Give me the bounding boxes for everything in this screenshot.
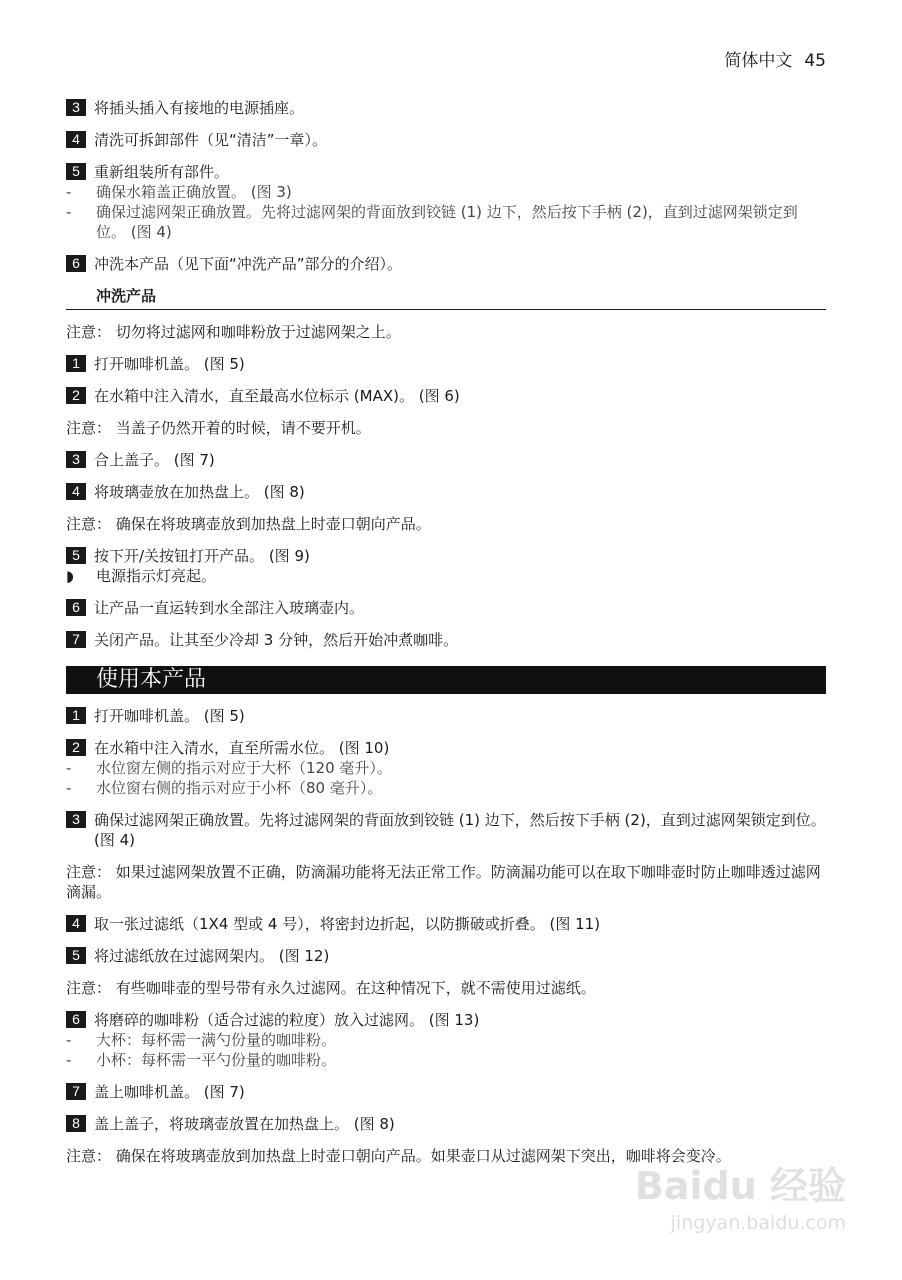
result-arrow-icon: ◗ <box>66 567 74 585</box>
step-number: 7 <box>66 631 86 648</box>
step-item <box>66 914 826 934</box>
step-number: 5 <box>66 947 86 964</box>
step-item <box>66 546 826 566</box>
note-text: 注意： 当盖子仍然开着的时候，请不要开机。 <box>66 419 371 437</box>
step-text: 打开咖啡机盖。 (图 5) <box>94 355 245 373</box>
step-number: 2 <box>66 387 86 404</box>
step-text: 将过滤纸放在过滤网架内。 (图 12) <box>94 947 330 965</box>
bullet-text: 水位窗右侧的指示对应于小杯（80 毫升）。 <box>96 779 383 797</box>
step-text: 盖上咖啡机盖。 (图 7) <box>94 1083 245 1101</box>
result-item <box>66 566 826 586</box>
dash-marker: - <box>66 183 72 201</box>
step-item <box>66 946 826 966</box>
step-number: 8 <box>66 1115 86 1132</box>
note-text: 注意： 切勿将过滤网和咖啡粉放于过滤网架之上。 <box>66 323 401 341</box>
step-text: 在水箱中注入清水，直至最高水位标示 (MAX)。 (图 6) <box>94 387 460 405</box>
page-header <box>724 46 826 71</box>
step-item <box>66 630 826 650</box>
step-number: 1 <box>66 355 86 372</box>
step-item <box>66 1114 826 1134</box>
result-text: 电源指示灯亮起。 <box>96 567 217 585</box>
bullet-text: 小杯：每杯需一平勺份量的咖啡粉。 <box>96 1051 337 1069</box>
step-item <box>66 1010 826 1030</box>
step-item <box>66 162 826 182</box>
step-number: 4 <box>66 131 86 148</box>
step-item <box>66 254 826 274</box>
note-text: 注意： 确保在将玻璃壶放到加热盘上时壶口朝向产品。如果壶口从过滤网架下突出，咖啡将会变冷。 <box>66 1147 731 1165</box>
step-number: 4 <box>66 915 86 932</box>
bullet-text: 水位窗左侧的指示对应于大杯（120 毫升）。 <box>96 759 392 777</box>
baidu-watermark <box>635 1155 846 1234</box>
step-text: 盖上盖子，将玻璃壶放置在加热盘上。 (图 8) <box>94 1115 395 1133</box>
step-number: 6 <box>66 599 86 616</box>
step-number: 6 <box>66 255 86 272</box>
dash-marker: - <box>66 1031 72 1049</box>
step-number: 7 <box>66 1083 86 1100</box>
bullet-item <box>66 1050 826 1070</box>
step-item <box>66 130 826 150</box>
step-text: 合上盖子。 (图 7) <box>94 451 215 469</box>
bullet-item <box>66 1030 826 1050</box>
step-item <box>66 98 826 118</box>
note-text: 注意： 确保在将玻璃壶放到加热盘上时壶口朝向产品。 <box>66 515 431 533</box>
step-item <box>66 354 826 374</box>
step-text: 将插头插入有接地的电源插座。 <box>94 99 305 117</box>
note-text: 注意： 如果过滤网架放置不正确，防滴漏功能将无法正常工作。防滴漏功能可以在取下咖啡壶时防止咖啡透过滤网滴漏。 <box>66 863 821 901</box>
watermark-logo: Baidu 经验 <box>634 1164 846 1208</box>
step-text: 将玻璃壶放在加热盘上。 (图 8) <box>94 483 305 501</box>
step-text: 按下开/关按钮打开产品。 (图 9) <box>94 547 310 565</box>
step-text: 冲洗本产品（见下面“冲洗产品”部分的介绍）。 <box>94 255 403 273</box>
bullet-item <box>66 758 826 778</box>
step-number: 6 <box>66 1011 86 1028</box>
step-text: 在水箱中注入清水，直至所需水位。 (图 10) <box>94 739 390 757</box>
step-item <box>66 810 826 850</box>
page-number: 45 <box>804 51 826 71</box>
step-text: 清洗可拆卸部件（见“清洁”一章）。 <box>94 131 328 149</box>
step-text: 让产品一直运转到水全部注入玻璃壶内。 <box>94 599 365 617</box>
step-text: 取一张过滤纸（1X4 型或 4 号），将密封边折起，以防撕破或折叠。 (图 11) <box>94 915 601 933</box>
section-heading: 使用本产品 <box>66 666 826 694</box>
step-item <box>66 706 826 726</box>
step-text: 确保过滤网架正确放置。先将过滤网架的背面放到铰链 (1) 边下，然后按下手柄 (2)，直到过滤网架锁定到位。 (图 4) <box>94 811 826 849</box>
step-number: 2 <box>66 739 86 756</box>
section-subheading: 冲洗产品 <box>66 286 826 310</box>
step-number: 5 <box>66 163 86 180</box>
step-text: 打开咖啡机盖。 (图 5) <box>94 707 245 725</box>
step-item <box>66 482 826 502</box>
document-body <box>66 98 826 1166</box>
bullet-item <box>66 182 826 202</box>
step-number: 1 <box>66 707 86 724</box>
note-text: 注意： 有些咖啡壶的型号带有永久过滤网。在这种情况下，就不需使用过滤纸。 <box>66 979 596 997</box>
step-number: 5 <box>66 547 86 564</box>
dash-marker: - <box>66 779 72 797</box>
step-text: 重新组装所有部件。 <box>94 163 230 181</box>
step-item <box>66 1082 826 1102</box>
step-text: 将磨碎的咖啡粉（适合过滤的粒度）放入过滤网。 (图 13) <box>94 1011 480 1029</box>
bullet-text: 确保过滤网架正确放置。先将过滤网架的背面放到铰链 (1) 边下，然后按下手柄 (2)，直到过滤网架锁定到位。 (图 4) <box>96 203 798 241</box>
step-text: 关闭产品。让其至少冷却 3 分钟，然后开始冲煮咖啡。 <box>94 631 459 649</box>
step-item <box>66 386 826 406</box>
dash-marker: - <box>66 203 72 221</box>
bullet-text: 大杯：每杯需一满勺份量的咖啡粉。 <box>96 1031 337 1049</box>
bullet-item <box>66 202 826 242</box>
bullet-item <box>66 778 826 798</box>
step-number: 4 <box>66 483 86 500</box>
step-number: 3 <box>66 811 86 828</box>
watermark-url: jingyan.baidu.com <box>670 1212 846 1234</box>
step-item <box>66 598 826 618</box>
dash-marker: - <box>66 1051 72 1069</box>
step-item <box>66 738 826 758</box>
step-number: 3 <box>66 99 86 116</box>
language-label: 简体中文 <box>724 51 793 71</box>
dash-marker: - <box>66 759 72 777</box>
bullet-text: 确保水箱盖正确放置。 (图 3) <box>96 183 292 201</box>
step-number: 3 <box>66 451 86 468</box>
step-item <box>66 450 826 470</box>
